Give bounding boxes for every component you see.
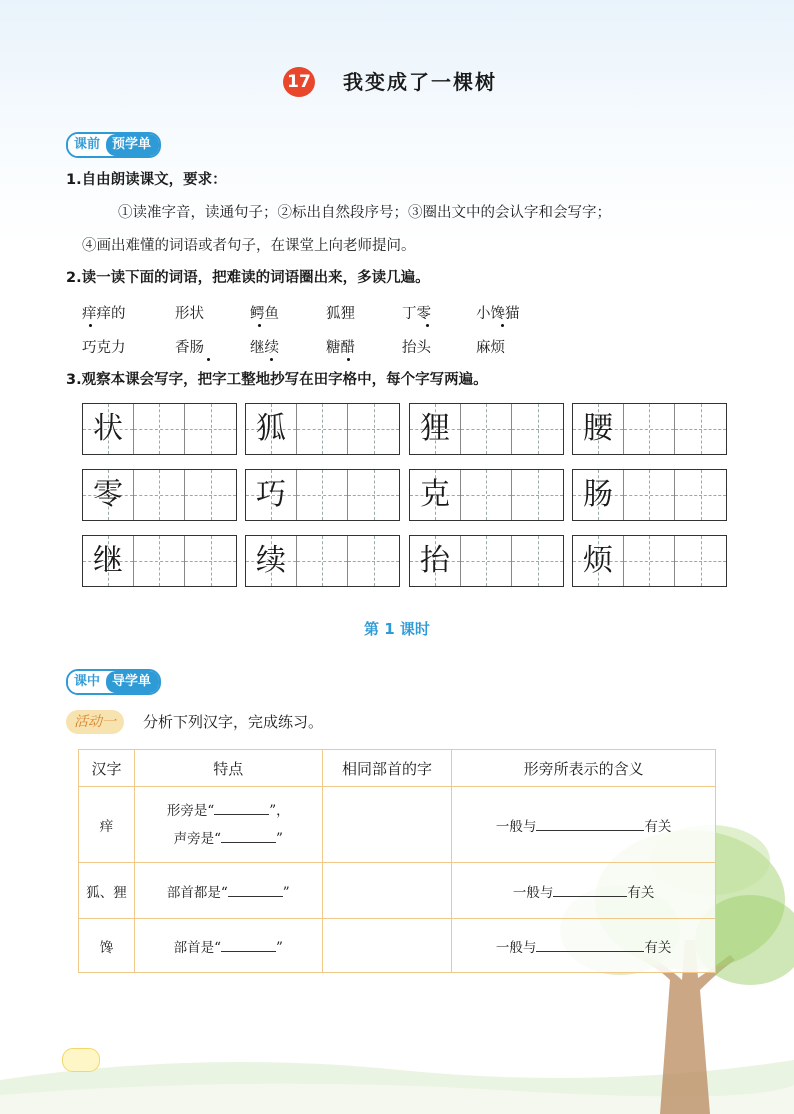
model-character: 烦	[583, 543, 613, 578]
page-title: 我变成了一棵树	[343, 70, 497, 94]
table-cell-char: 狐、狸	[79, 863, 135, 919]
writing-grid[interactable]	[409, 469, 564, 521]
table-row	[79, 863, 716, 919]
section-tag-mid	[66, 669, 161, 695]
word-item: 麻烦	[476, 340, 505, 356]
question-1-line-1: ①读准字音，读通句子；②标出自然段序号；③圈出文中的会认字和会写字；	[118, 205, 611, 221]
analysis-table	[78, 749, 716, 973]
feature-text: ”	[276, 939, 283, 956]
table-cell-same-radical[interactable]	[322, 919, 452, 973]
model-character: 克	[420, 477, 450, 512]
answer-blank[interactable]	[221, 828, 276, 843]
model-character: 继	[93, 543, 123, 578]
feature-text: 部首都是“	[166, 884, 228, 901]
emphasis-dot	[270, 358, 273, 361]
answer-blank[interactable]	[228, 882, 283, 897]
table-header: 汉字	[79, 750, 135, 787]
emphasis-dot	[258, 324, 261, 327]
feature-text: 部首是“	[173, 939, 222, 956]
word-item: 巧克力	[82, 340, 126, 356]
model-character: 狸	[420, 411, 450, 446]
question-3-title: 3.观察本课会写字，把字工整地抄写在田字格中，每个字写两遍。	[66, 372, 488, 388]
meaning-text: 一般与	[512, 884, 554, 901]
question-2-title: 2.读一读下面的词语，把难读的词语圈出来，多读几遍。	[66, 270, 430, 286]
table-header: 形旁所表示的含义	[452, 750, 716, 787]
meaning-text: 有关	[644, 818, 672, 835]
model-character: 续	[256, 543, 286, 578]
model-character: 狐	[256, 411, 286, 446]
activity-instruction: 分析下列汉字，完成练习。	[143, 713, 324, 731]
emphasis-dot	[89, 324, 92, 327]
answer-blank[interactable]	[536, 816, 644, 831]
section-tag-pre-b: 预学单	[106, 134, 159, 156]
table-cell-char: 痒	[79, 787, 135, 863]
writing-grid[interactable]	[409, 403, 564, 455]
word-item: 继续	[250, 340, 279, 356]
model-character: 零	[93, 477, 123, 512]
word-item: 痒痒的	[82, 306, 126, 322]
table-cell-feature	[134, 919, 322, 973]
feature-text: ”	[276, 830, 283, 847]
word-item: 鳄鱼	[250, 306, 279, 322]
table-row	[79, 919, 716, 973]
model-character: 肠	[583, 477, 613, 512]
model-character: 腰	[583, 411, 613, 446]
section-tag-pre	[66, 132, 161, 158]
word-item: 香肠	[175, 340, 204, 356]
question-1-line-2: ④画出难懂的词语或者句子，在课堂上向老师提问。	[82, 238, 416, 254]
writing-grid[interactable]	[82, 535, 237, 587]
emphasis-dot	[347, 358, 350, 361]
section-tag-mid-a: 课中	[68, 671, 106, 693]
writing-grid[interactable]	[572, 469, 727, 521]
feature-text: 声旁是“	[173, 830, 222, 847]
word-item: 丁零	[402, 306, 431, 322]
word-item: 小馋猫	[476, 306, 520, 322]
table-cell-meaning	[452, 787, 716, 863]
table-header: 相同部首的字	[322, 750, 452, 787]
feature-text: ”	[282, 884, 290, 901]
meaning-text: 一般与	[495, 818, 537, 835]
emphasis-dot	[207, 358, 210, 361]
emphasis-dot	[501, 324, 504, 327]
writing-grid[interactable]	[82, 469, 237, 521]
table-cell-meaning	[452, 863, 716, 919]
writing-grid[interactable]	[245, 535, 400, 587]
lesson-number-badge: 17	[283, 67, 315, 97]
emphasis-dot	[426, 324, 429, 327]
table-header: 特点	[134, 750, 322, 787]
section-tag-mid-b: 导学单	[106, 671, 159, 693]
model-character: 状	[93, 411, 123, 446]
section-tag-pre-a: 课前	[68, 134, 106, 156]
table-row	[79, 787, 716, 863]
table-cell-same-radical[interactable]	[322, 787, 452, 863]
answer-blank[interactable]	[536, 937, 644, 952]
lesson-period-label: 第 1 课时	[364, 620, 430, 638]
feature-text: ”，	[269, 802, 290, 819]
meaning-text: 有关	[644, 939, 672, 956]
table-cell-char: 馋	[79, 919, 135, 973]
table-cell-feature	[134, 787, 322, 863]
word-item: 抬头	[402, 340, 431, 356]
writing-grid[interactable]	[245, 403, 400, 455]
writing-grid[interactable]	[409, 535, 564, 587]
answer-blank[interactable]	[221, 937, 276, 952]
writing-grid[interactable]	[245, 469, 400, 521]
writing-grid[interactable]	[572, 535, 727, 587]
answer-blank[interactable]	[553, 882, 627, 897]
table-cell-same-radical[interactable]	[322, 863, 452, 919]
word-item: 糖醋	[326, 340, 355, 356]
table-header-row	[79, 750, 716, 787]
feature-text: 形旁是“	[166, 802, 215, 819]
word-item: 狐狸	[326, 306, 355, 322]
table-cell-meaning	[452, 919, 716, 973]
page-number-badge	[62, 1048, 100, 1072]
answer-blank[interactable]	[214, 800, 269, 815]
meaning-text: 一般与	[495, 939, 537, 956]
model-character: 巧	[256, 477, 286, 512]
word-item: 形状	[175, 306, 204, 322]
question-1-title: 1.自由朗读课文，要求：	[66, 172, 227, 188]
writing-grid[interactable]	[82, 403, 237, 455]
meaning-text: 有关	[627, 884, 655, 901]
table-cell-feature	[134, 863, 322, 919]
model-character: 抬	[420, 543, 450, 578]
writing-grid[interactable]	[572, 403, 727, 455]
activity-badge: 活动一	[66, 710, 124, 734]
